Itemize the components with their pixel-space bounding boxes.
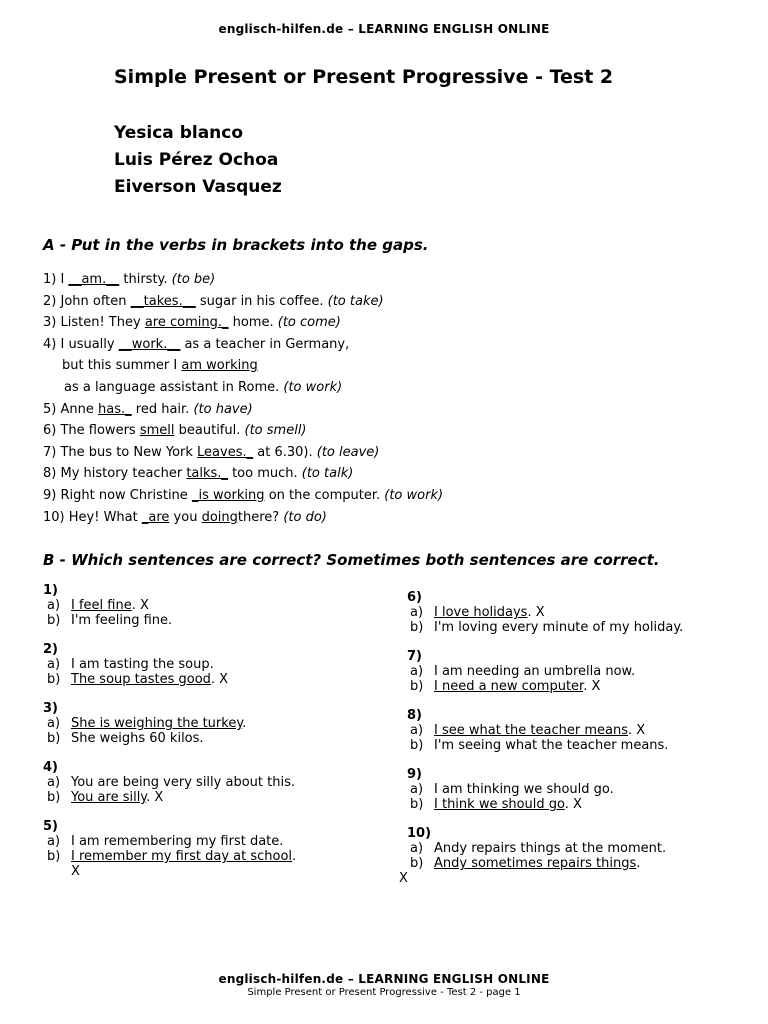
option-a xyxy=(384,605,683,620)
item-number: 1) xyxy=(43,272,57,287)
option-letter: a) xyxy=(410,664,424,679)
option-b xyxy=(43,672,296,687)
option-text-wrap xyxy=(71,775,295,790)
section-b-right-column xyxy=(384,590,683,900)
verb-hint: (to smell) xyxy=(244,423,307,439)
option-b xyxy=(43,731,296,746)
item-number: 6) xyxy=(43,423,57,439)
option-text: I feel fine xyxy=(71,598,132,613)
item-text: you xyxy=(173,509,198,525)
option-text-wrap xyxy=(71,672,228,687)
author-name: Eiverson Vasquez xyxy=(114,177,282,197)
option-text-wrap xyxy=(434,841,666,856)
option-a xyxy=(43,716,296,731)
exercise-line xyxy=(43,334,443,356)
option-text: I need a new computer xyxy=(434,679,584,694)
item-text: as a teacher in Germany, xyxy=(184,336,350,352)
exercise-line xyxy=(43,420,443,442)
item-text: Anne xyxy=(60,401,94,417)
option-mark: . X xyxy=(131,598,149,613)
option-text-wrap xyxy=(71,716,246,731)
option-letter: b) xyxy=(47,731,61,746)
option-b xyxy=(384,738,683,753)
option-mark: . xyxy=(636,856,641,871)
option-mark: . X xyxy=(564,797,582,812)
item-number: 7) xyxy=(43,444,57,460)
item-text: Right now Christine xyxy=(60,487,188,503)
author-name: Yesica blanco xyxy=(114,123,244,143)
option-letter: b) xyxy=(410,856,424,871)
option-text: I am needing an umbrella now. xyxy=(434,664,636,679)
option-text-wrap xyxy=(434,605,545,620)
question-number: 10) xyxy=(407,826,432,841)
option-text: I am remembering my first date. xyxy=(71,834,284,849)
verb-hint: (to have) xyxy=(193,401,253,417)
question-number: 1) xyxy=(43,583,58,598)
option-text: Andy sometimes repairs things xyxy=(434,856,637,871)
item-number: 10) xyxy=(43,509,65,525)
exercise-line xyxy=(43,312,443,334)
option-mark: . X xyxy=(627,723,646,738)
option-mark: . X xyxy=(146,790,164,805)
item-number: 5) xyxy=(43,401,57,417)
option-text: Andy repairs things at the moment. xyxy=(434,841,667,856)
exercise-line xyxy=(43,399,443,421)
option-a xyxy=(384,723,683,738)
question-number: 9) xyxy=(407,767,422,782)
author-name: Luis Pérez Ochoa xyxy=(114,150,279,170)
option-text-wrap xyxy=(71,613,172,628)
option-letter: a) xyxy=(47,598,61,613)
option-text: She is weighing the turkey xyxy=(71,716,243,731)
option-letter: b) xyxy=(410,797,424,812)
option-letter: b) xyxy=(410,738,424,753)
question-number: 8) xyxy=(407,708,422,723)
question-block xyxy=(43,701,296,746)
verb-hint: (to be) xyxy=(171,272,216,287)
exercise-line xyxy=(43,355,443,377)
question-number: 4) xyxy=(43,760,58,775)
item-text: The flowers xyxy=(60,423,136,439)
section-b-left-column xyxy=(43,583,296,893)
option-text-wrap xyxy=(434,782,614,797)
option-a xyxy=(384,664,683,679)
question-block xyxy=(43,642,296,687)
item-text: there? xyxy=(237,509,280,525)
question-number: 2) xyxy=(43,642,58,657)
option-text-wrap xyxy=(434,738,668,753)
option-letter: a) xyxy=(47,657,61,672)
option-b xyxy=(384,679,683,694)
option-text: She weighs 60 kilos. xyxy=(71,731,204,746)
answer-gap: Leaves._ xyxy=(197,444,254,460)
exercise-line xyxy=(43,291,443,313)
option-text: I think we should go xyxy=(434,797,565,812)
item-text: but this summer I xyxy=(62,358,178,374)
option-text-wrap xyxy=(434,723,645,738)
option-text-wrap xyxy=(434,664,635,679)
option-text-wrap xyxy=(434,856,640,871)
item-text: at 6.30). xyxy=(257,444,313,460)
option-text: I'm seeing what the teacher means. xyxy=(434,738,669,753)
section-b-heading: B - Which sentences are correct? Sometimes both sentences are correct. xyxy=(43,551,660,569)
option-b xyxy=(384,620,683,635)
option-letter: b) xyxy=(410,620,424,635)
option-text: You are silly xyxy=(71,790,147,805)
answer-gap: am working xyxy=(181,358,258,374)
verb-hint: (to work) xyxy=(384,487,444,503)
option-a xyxy=(43,834,296,849)
option-text-wrap xyxy=(434,797,582,812)
answer-gap: __am.__ xyxy=(68,272,120,287)
item-text: red hair. xyxy=(135,401,190,417)
question-number: 6) xyxy=(407,590,422,605)
option-text-wrap xyxy=(71,790,163,805)
option-text-wrap xyxy=(71,598,149,613)
option-text-wrap xyxy=(71,849,296,864)
option-a xyxy=(43,598,296,613)
exercise-line xyxy=(43,463,443,485)
exercise-line xyxy=(43,269,443,291)
item-text: I usually xyxy=(60,336,115,352)
verb-hint: (to leave) xyxy=(316,444,380,460)
exercise-line xyxy=(43,507,443,529)
item-text: My history teacher xyxy=(60,466,183,482)
item-text: thirsty. xyxy=(123,272,168,287)
verb-hint: (to work) xyxy=(283,379,343,395)
answer-gap: smell xyxy=(139,423,175,439)
answer-gap: __takes.__ xyxy=(130,293,196,309)
answer-x-mark: X xyxy=(399,871,408,886)
question-block xyxy=(384,826,683,886)
option-b xyxy=(43,849,296,864)
answer-gap: doing xyxy=(201,509,238,525)
option-text-wrap xyxy=(434,679,600,694)
option-text: The soup tastes good xyxy=(71,672,211,687)
option-text: I love holidays xyxy=(434,605,528,620)
option-letter: b) xyxy=(410,679,424,694)
option-mark: . X xyxy=(210,672,229,687)
page-header: englisch-hilfen.de – LEARNING ENGLISH ONLINE xyxy=(218,22,550,36)
option-text: You are being very silly about this. xyxy=(71,775,295,790)
answer-gap: _are xyxy=(141,509,170,525)
option-a xyxy=(43,657,296,672)
exercise-line xyxy=(43,377,443,399)
option-letter: b) xyxy=(47,790,61,805)
option-letter: b) xyxy=(47,613,61,628)
item-text: on the computer. xyxy=(268,487,381,503)
exercise-line xyxy=(43,442,443,464)
option-letter: a) xyxy=(410,841,424,856)
question-number: 7) xyxy=(407,649,422,664)
option-mark: . xyxy=(292,849,297,864)
footer-site: englisch-hilfen.de – LEARNING ENGLISH ONLINE xyxy=(218,972,550,986)
answer-gap: __work.__ xyxy=(118,336,181,352)
item-text: Listen! They xyxy=(60,315,141,331)
option-b xyxy=(384,856,683,871)
option-text-wrap xyxy=(71,731,204,746)
option-text: I'm feeling fine. xyxy=(71,613,173,628)
item-text: home. xyxy=(232,315,274,331)
option-letter: b) xyxy=(47,849,61,864)
question-block xyxy=(384,590,683,635)
answer-x-mark: X xyxy=(71,864,80,879)
option-mark: . xyxy=(242,716,247,731)
option-b xyxy=(384,797,683,812)
question-number: 3) xyxy=(43,701,58,716)
option-text-wrap xyxy=(434,620,683,635)
question-number: 5) xyxy=(43,819,58,834)
answer-gap: talks._ xyxy=(186,466,228,482)
question-block xyxy=(43,760,296,805)
item-text: John often xyxy=(60,293,127,309)
option-text-wrap xyxy=(71,657,214,672)
option-text: I see what the teacher means xyxy=(434,723,628,738)
question-block xyxy=(384,767,683,812)
option-a xyxy=(384,782,683,797)
question-block xyxy=(384,649,683,694)
option-a xyxy=(43,775,296,790)
answer-gap: _is working xyxy=(191,487,265,503)
option-text-wrap xyxy=(71,834,283,849)
option-letter: a) xyxy=(410,782,424,797)
verb-hint: (to talk) xyxy=(301,466,354,482)
section-a-heading: A - Put in the verbs in brackets into the gaps. xyxy=(43,236,429,254)
option-letter: a) xyxy=(47,716,61,731)
option-letter: a) xyxy=(47,834,61,849)
option-letter: a) xyxy=(410,605,424,620)
question-block xyxy=(43,583,296,628)
page-title: Simple Present or Present Progressive - Test 2 xyxy=(114,66,614,88)
item-number: 4) xyxy=(43,336,57,352)
item-text: beautiful. xyxy=(178,423,241,439)
option-letter: a) xyxy=(47,775,61,790)
item-text: sugar in his coffee. xyxy=(199,293,324,309)
option-mark: . X xyxy=(583,679,601,694)
item-text: too much. xyxy=(232,466,298,482)
verb-hint: (to take) xyxy=(327,293,384,309)
option-text: I remember my first day at school xyxy=(71,849,293,864)
option-letter: b) xyxy=(47,672,61,687)
option-mark: . X xyxy=(527,605,545,620)
question-block xyxy=(43,819,296,879)
item-number: 9) xyxy=(43,487,57,503)
option-text: I am tasting the soup. xyxy=(71,657,214,672)
page-footer xyxy=(0,972,768,998)
item-text: I xyxy=(60,272,65,287)
option-a xyxy=(384,841,683,856)
answer-gap: are coming._ xyxy=(144,315,229,331)
footer-page-info: Simple Present or Present Progressive - Test 2 - page 1 xyxy=(247,987,521,998)
author-list xyxy=(114,120,282,201)
item-number: 8) xyxy=(43,466,57,482)
answer-gap: has._ xyxy=(98,401,132,417)
item-text: Hey! What xyxy=(68,509,138,525)
exercise-line xyxy=(43,485,443,507)
option-text: I'm loving every minute of my holiday. xyxy=(434,620,684,635)
option-letter: a) xyxy=(410,723,424,738)
option-b xyxy=(43,613,296,628)
item-number: 3) xyxy=(43,315,57,331)
question-block xyxy=(384,708,683,753)
option-b xyxy=(43,790,296,805)
item-text: as a language assistant in Rome. xyxy=(64,379,280,395)
item-number: 2) xyxy=(43,293,57,309)
verb-hint: (to come) xyxy=(277,315,341,331)
option-text: I am thinking we should go. xyxy=(434,782,614,797)
verb-hint: (to do) xyxy=(283,509,327,525)
section-a-list xyxy=(43,269,443,528)
item-text: The bus to New York xyxy=(60,444,193,460)
